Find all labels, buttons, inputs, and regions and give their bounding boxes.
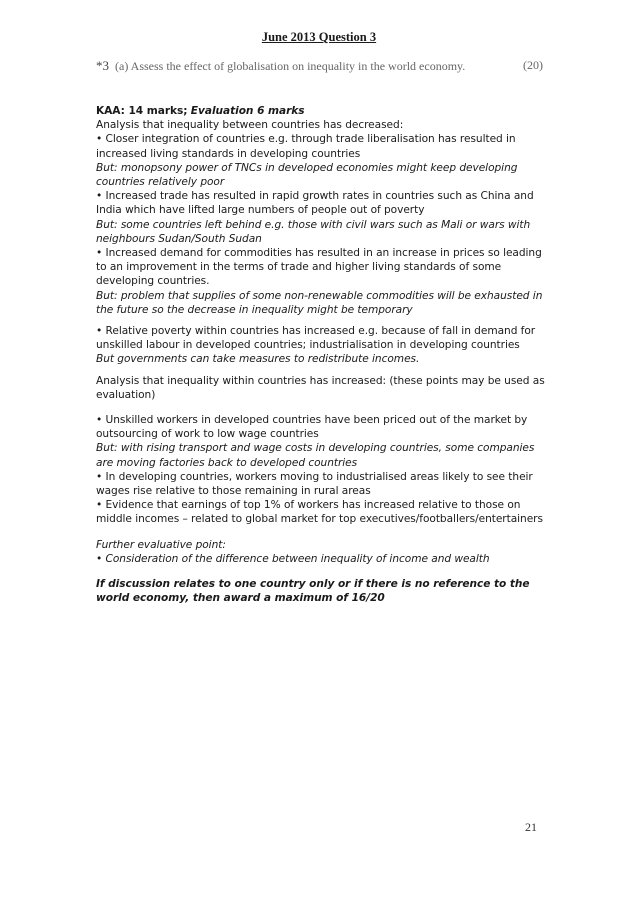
within-countries-heading: Analysis that inequality within countries has increased: (these points may be used as evaluation) xyxy=(96,374,545,401)
kaa-marks: KAA: 14 marks; xyxy=(96,105,188,117)
mark-scheme xyxy=(96,104,548,606)
question-line xyxy=(96,58,543,74)
bullet-relative-poverty: • Relative poverty within countries has increased e.g. because of fall in demand for unskilled labour in developed countries; industrialisation in developing countries xyxy=(96,325,536,352)
counterpoint-non-renewable: But: problem that supplies of some non-renewable commodities will be exhausted in the future so the decrease in inequality might be temporary xyxy=(96,289,543,316)
bullet-commodity-demand: • Increased demand for commodities has resulted in an increase in prices so leading to an improvement in the terms of trade and higher living standards of some developing countries. xyxy=(96,247,542,288)
question-number: *3 xyxy=(96,58,109,73)
page-title: June 2013 Question 3 xyxy=(261,30,377,44)
evaluation-marks: Evaluation 6 marks xyxy=(190,105,305,117)
spacer xyxy=(96,402,548,413)
further-evaluation-point: • Consideration of the difference between inequality of income and wealth xyxy=(96,552,490,565)
marks-allocation xyxy=(96,104,548,118)
bullet-unskilled-workers: • Unskilled workers in developed countries have been priced out of the market by outsourcing of work to low wage countries xyxy=(96,414,528,441)
maximum-mark-note: If discussion relates to one country only or if there is no reference to the world economy, then award a maximum of 16/20 xyxy=(96,578,530,605)
spacer xyxy=(96,566,548,577)
bullet-top-earnings: • Evidence that earnings of top 1% of workers has increased relative to those on middle incomes – related to global market for top executives/footballers/entertainers xyxy=(96,499,543,526)
question-text: (a) Assess the effect of globalisation on inequality in the world economy. xyxy=(115,59,466,73)
bullet-industrialised-areas: • In developing countries, workers moving to industrialised areas likely to see their wages rise relative to those remaining in rural areas xyxy=(96,470,533,498)
spacer xyxy=(96,527,548,538)
spacer xyxy=(96,317,548,324)
counterpoint-redistribution: But governments can take measures to redistribute incomes. xyxy=(96,353,420,366)
question-stem xyxy=(96,58,465,74)
counterpoint-monopsony: But: monopsony power of TNCs in developed economies might keep developing countries relatively poor xyxy=(96,161,518,189)
bullet-closer-integration: • Closer integration of countries e.g. through trade liberalisation has resulted in increased living standards in developing countries xyxy=(96,133,516,160)
counterpoint-civil-wars: But: some countries left behind e.g. those with civil wars such as Mali or wars with neighbours Sudan/South Sudan xyxy=(96,218,531,245)
further-evaluation-heading: Further evaluative point: xyxy=(96,538,226,551)
counterpoint-reshoring: But: with rising transport and wage costs in developing countries, some companies are moving factories back to developed countries xyxy=(96,442,535,469)
between-countries-heading: Analysis that inequality between countries has decreased: xyxy=(96,119,404,132)
spacer xyxy=(96,367,548,374)
question-marks: (20) xyxy=(523,58,543,72)
page-number: 21 xyxy=(525,820,537,834)
bullet-increased-trade: • Increased trade has resulted in rapid growth rates in countries such as China and India which have lifted large numbers of people out of poverty xyxy=(96,190,534,217)
